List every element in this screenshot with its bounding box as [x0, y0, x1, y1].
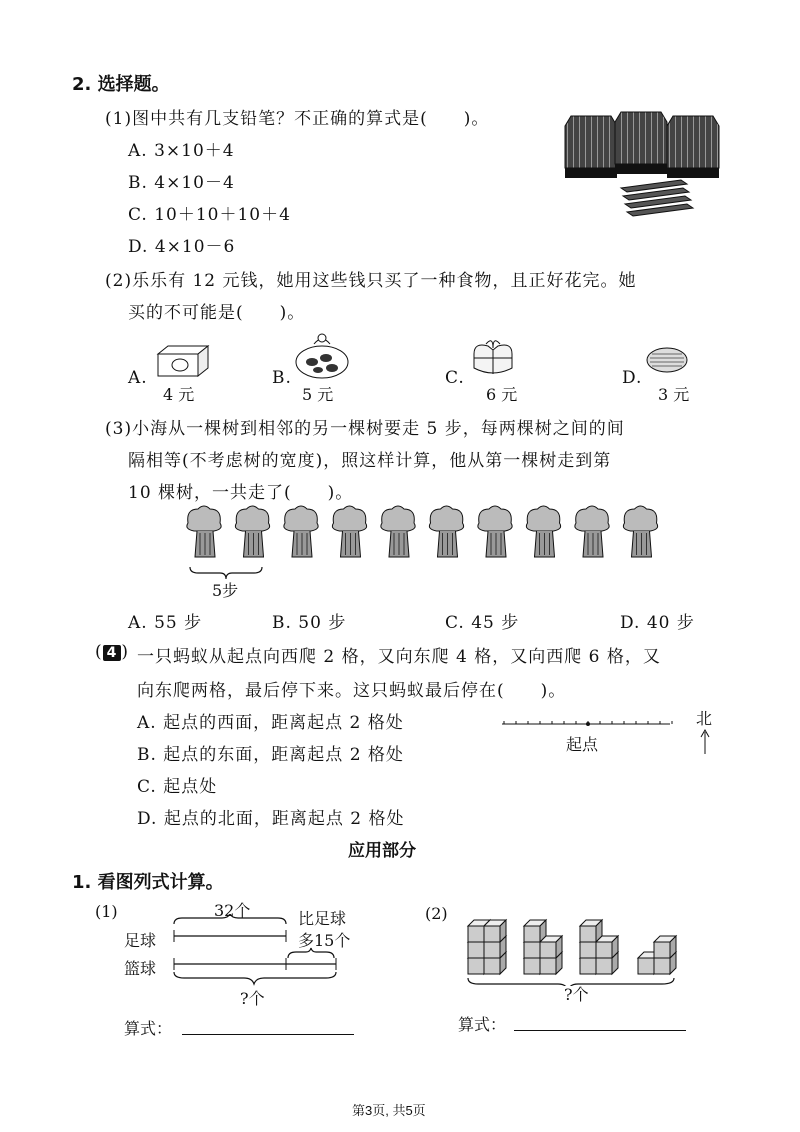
q2-item-a-price: 4 元: [163, 385, 195, 404]
pencils-illustration: [555, 108, 735, 220]
cube-stacks: [462, 896, 692, 986]
q1-option-c: C. 10＋10＋10＋4: [128, 205, 291, 225]
north-label: 北: [696, 709, 713, 728]
tree-icon: [381, 506, 415, 557]
tree-icon: [478, 506, 512, 557]
q4-option-c: C. 起点处: [137, 777, 218, 797]
candy-bag-icon: [292, 330, 352, 380]
gift-box-icon: [468, 338, 518, 378]
problem1-answer-line[interactable]: [182, 1034, 354, 1035]
trees-row: [180, 505, 670, 567]
pencil-bundle-icon: [667, 116, 719, 178]
q3-stem-line2: 隔相等(不考虑树的宽度)，照这样计算，他从第一棵树走到第: [128, 451, 612, 471]
q2-item-b-letter: B.: [272, 368, 292, 388]
q4-option-d: D. 起点的北面，距离起点 2 格处: [137, 809, 405, 829]
loose-pencils-icon: [621, 180, 693, 216]
q3-stem-line3: 10 棵树，一共走了( )。: [128, 483, 354, 503]
problem2-total-label: ?个: [564, 985, 589, 1004]
problem1-label: (1): [95, 902, 118, 921]
q2-item-c-letter: C.: [445, 368, 465, 388]
q1-option-b: B. 4×10－4: [128, 173, 235, 193]
application-section-title: 应用部分: [348, 841, 416, 861]
basketball-label: 篮球: [124, 959, 157, 978]
q3-option-a: A. 55 步: [128, 613, 203, 633]
north-arrow-icon: [700, 728, 710, 754]
q4-option-a: A. 起点的西面，距离起点 2 格处: [137, 713, 404, 733]
start-point-label: 起点: [566, 735, 599, 754]
q1-option-a: A. 3×10＋4: [128, 141, 235, 161]
football-label: 足球: [124, 931, 157, 950]
page-footer: 第3页, 共5页: [352, 1103, 426, 1118]
tree-icon: [332, 506, 366, 557]
problem1-total-label: ?个: [240, 989, 265, 1008]
cube-icon: [654, 936, 676, 958]
bread-icon: [644, 344, 690, 374]
cube-icon: [540, 936, 562, 958]
q4-stem-line1: 一只蚂蚁从起点向西爬 2 格，又向东爬 4 格，又向西爬 6 格，又: [137, 647, 661, 667]
tree-icon: [235, 506, 269, 557]
q3-option-c: C. 45 步: [445, 613, 520, 633]
compare-label-line1: 比足球: [298, 909, 347, 928]
q2-item-d-letter: D.: [622, 368, 643, 388]
problem2-label: (2): [425, 904, 448, 923]
start-point-dot: [586, 722, 590, 726]
box-cake-icon: [152, 344, 212, 380]
q4-number: ( 4 ): [95, 642, 130, 662]
q2-item-a-letter: A.: [128, 368, 148, 388]
q3-option-b: B. 50 步: [272, 613, 347, 633]
q2-item-c-price: 6 元: [486, 385, 518, 404]
cube-icon: [484, 920, 506, 942]
q2-item-b-price: 5 元: [302, 385, 334, 404]
q3-option-d: D. 40 步: [620, 613, 695, 633]
section-title: 2. 选择题。: [72, 74, 170, 95]
tree-icon: [575, 506, 609, 557]
pencil-bundle-icon: [565, 116, 617, 178]
tree-icon: [526, 506, 560, 557]
compare-label-line2: 多15个: [298, 931, 351, 950]
tree-icon: [284, 506, 318, 557]
q1-stem: (1)图中共有几支铅笔？不正确的算式是( )。: [105, 109, 490, 129]
q2-stem-line1: (2)乐乐有 12 元钱，她用这些钱只买了一种食物，且正好花完。她: [105, 271, 637, 291]
q2-item-d-price: 3 元: [658, 385, 690, 404]
cube-icon: [596, 936, 618, 958]
q4-stem-line2: 向东爬两格，最后停下来。这只蚂蚁最后停在( )。: [137, 681, 567, 701]
tree-icon: [429, 506, 463, 557]
tree-icon: [187, 506, 221, 557]
q4-option-b: B. 起点的东面，距离起点 2 格处: [137, 745, 404, 765]
q4-number-badge: 4: [103, 645, 122, 661]
q3-stem-line1: (3)小海从一棵树到相邻的另一棵树要走 5 步，每两棵树之间的间: [105, 419, 625, 439]
tree-icon: [623, 506, 657, 557]
football-count-label: 32个: [214, 901, 251, 920]
pencil-bundle-icon: [615, 112, 667, 174]
problem1-formula-label: 算式：: [124, 1019, 173, 1038]
line-segment-diagram: [170, 914, 350, 994]
problem2-formula-label: 算式：: [458, 1015, 507, 1034]
q2-stem-line2: 买的不可能是( )。: [128, 303, 306, 323]
brace-label: 5步: [212, 581, 239, 600]
q1-option-d: D. 4×10－6: [128, 237, 236, 257]
section1-title: 1. 看图列式计算。: [72, 872, 224, 893]
problem2-answer-line[interactable]: [514, 1030, 686, 1031]
